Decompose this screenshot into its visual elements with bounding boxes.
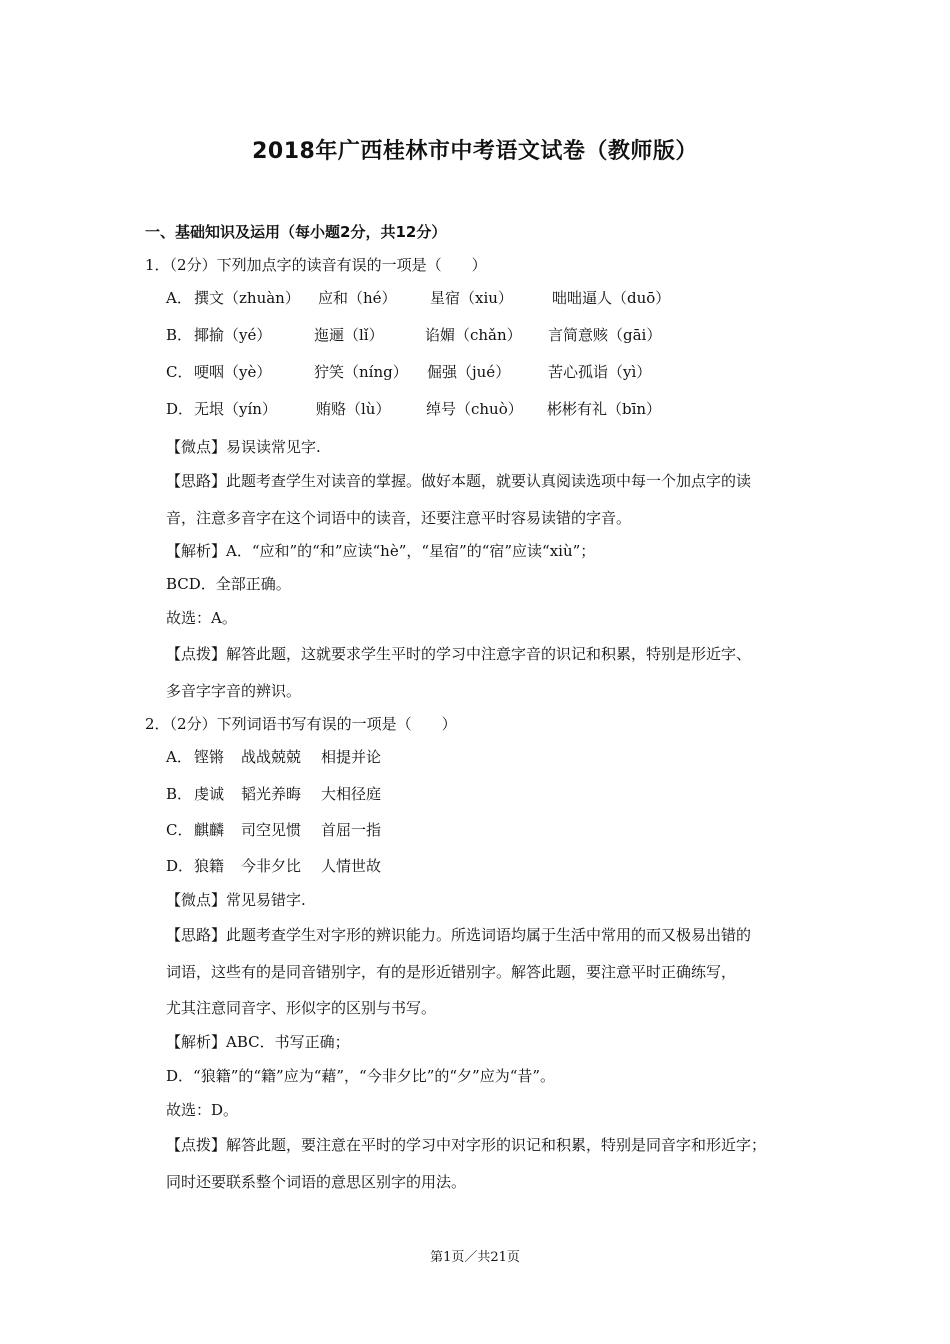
q1-option-a	[166, 288, 726, 308]
q2-jiexi-line1: 【解析】ABC．书写正确；	[166, 1033, 350, 1051]
option-item: 撰文（zhuàn）	[194, 289, 300, 307]
option-label: A．	[166, 289, 192, 307]
option-item: 谄媚（chǎn）	[425, 326, 522, 344]
q2-silu-line2: 词语，这些有的是同音错别字，有的是形近错别字。解答此题，要注意平时正确练写，	[166, 963, 737, 981]
q1-option-b	[166, 325, 726, 345]
q2-jiexi-line2: D．“狼籍”的“籍”应为“藉”，“今非夕比”的“夕”应为“昔”。	[166, 1067, 556, 1085]
option-item: 无垠（yín）	[194, 400, 277, 418]
option-label: C．	[166, 363, 193, 381]
q2-option-c	[166, 820, 466, 840]
question-1-stem: 1．（2分）下列加点字的读音有误的一项是（ ）	[145, 256, 487, 274]
option-item: 首屈一指	[321, 821, 382, 839]
q2-option-d	[166, 856, 466, 876]
question-2-stem: 2．（2分）下列词语书写有误的一项是（ ）	[145, 715, 457, 733]
q1-jiexi-line1: 【解析】A．“应和”的“和”应读“hè”，“星宿”的“宿”应读“xiù”；	[166, 542, 596, 560]
q2-answer: 故选：D。	[166, 1101, 239, 1119]
q2-weidian: 【微点】常见易错字.	[166, 891, 306, 909]
q2-option-a	[166, 747, 466, 767]
q1-weidian: 【微点】易误读常见字.	[166, 438, 321, 456]
q2-dianbo-line2: 同时还要联系整个词语的意思区别字的用法。	[166, 1173, 467, 1191]
option-item: 彬彬有礼（bīn）	[547, 400, 662, 418]
page-title: 2018年广西桂林市中考语文试卷（教师版）	[252, 139, 698, 164]
q1-dianbo-line2: 多音字字音的辨识。	[166, 682, 302, 700]
q2-option-b	[166, 784, 466, 804]
option-item: 星宿（xiu）	[430, 289, 513, 307]
option-item: 虔诚	[194, 785, 225, 803]
option-item: 人情世故	[321, 857, 382, 875]
option-item: 战战兢兢	[241, 748, 302, 766]
option-label: C．	[166, 821, 193, 839]
option-item: 大相径庭	[321, 785, 382, 803]
q2-dianbo-line1: 【点拨】解答此题，要注意在平时的学习中对字形的识记和积累，特别是同音字和形近字；	[166, 1136, 767, 1154]
option-item: 绰号（chuò）	[426, 400, 523, 418]
q1-option-d	[166, 399, 726, 419]
q1-answer: 故选：A。	[166, 609, 237, 627]
option-item: 狞笑（níng）	[314, 363, 408, 381]
option-label: D．	[166, 857, 194, 875]
option-item: 韬光养晦	[241, 785, 302, 803]
option-item: 迤逦（lǐ）	[314, 326, 384, 344]
q1-option-c	[166, 362, 726, 382]
q1-silu-line2: 音，注意多音字在这个词语中的读音，还要注意平时容易读错的字音。	[166, 509, 632, 527]
option-item: 司空见惯	[241, 821, 302, 839]
option-item: 哽咽（yè）	[194, 363, 272, 381]
option-item: 今非夕比	[241, 857, 302, 875]
option-item: 应和（hé）	[318, 289, 397, 307]
q2-silu-line1: 【思路】此题考查学生对字形的辨识能力。所选词语均属于生活中常用的而又极易出错的	[166, 926, 752, 944]
option-item: 相提并论	[321, 748, 382, 766]
option-item: 铿锵	[194, 748, 225, 766]
q2-silu-line3: 尤其注意同音字、形似字的区别与书写。	[166, 999, 437, 1017]
option-item: 麒麟	[194, 821, 225, 839]
section-heading: 一、基础知识及运用（每小题2分，共12分）	[145, 223, 447, 241]
option-item: 言简意赅（gāi）	[548, 326, 662, 344]
option-item: 揶揄（yé）	[194, 326, 272, 344]
q1-silu-line1: 【思路】此题考查学生对读音的掌握。做好本题，就要认真阅读选项中每一个加点字的读	[166, 472, 752, 490]
option-label: B．	[166, 326, 193, 344]
q1-dianbo-line1: 【点拨】解答此题，这就要求学生平时的学习中注意字音的识记和积累，特别是形近字、	[166, 645, 752, 663]
option-item: 狼籍	[194, 857, 225, 875]
option-item: 咄咄逼人（duō）	[552, 289, 671, 307]
option-item: 苦心孤诣（yì）	[548, 363, 652, 381]
option-label: D．	[166, 400, 194, 418]
option-item: 贿赂（lù）	[316, 400, 391, 418]
page-footer: 第1页／共21页	[430, 1250, 520, 1265]
q1-jiexi-line2: BCD．全部正确。	[166, 575, 291, 593]
option-label: A．	[166, 748, 192, 766]
option-item: 倔强（jué）	[427, 363, 511, 381]
option-label: B．	[166, 785, 193, 803]
